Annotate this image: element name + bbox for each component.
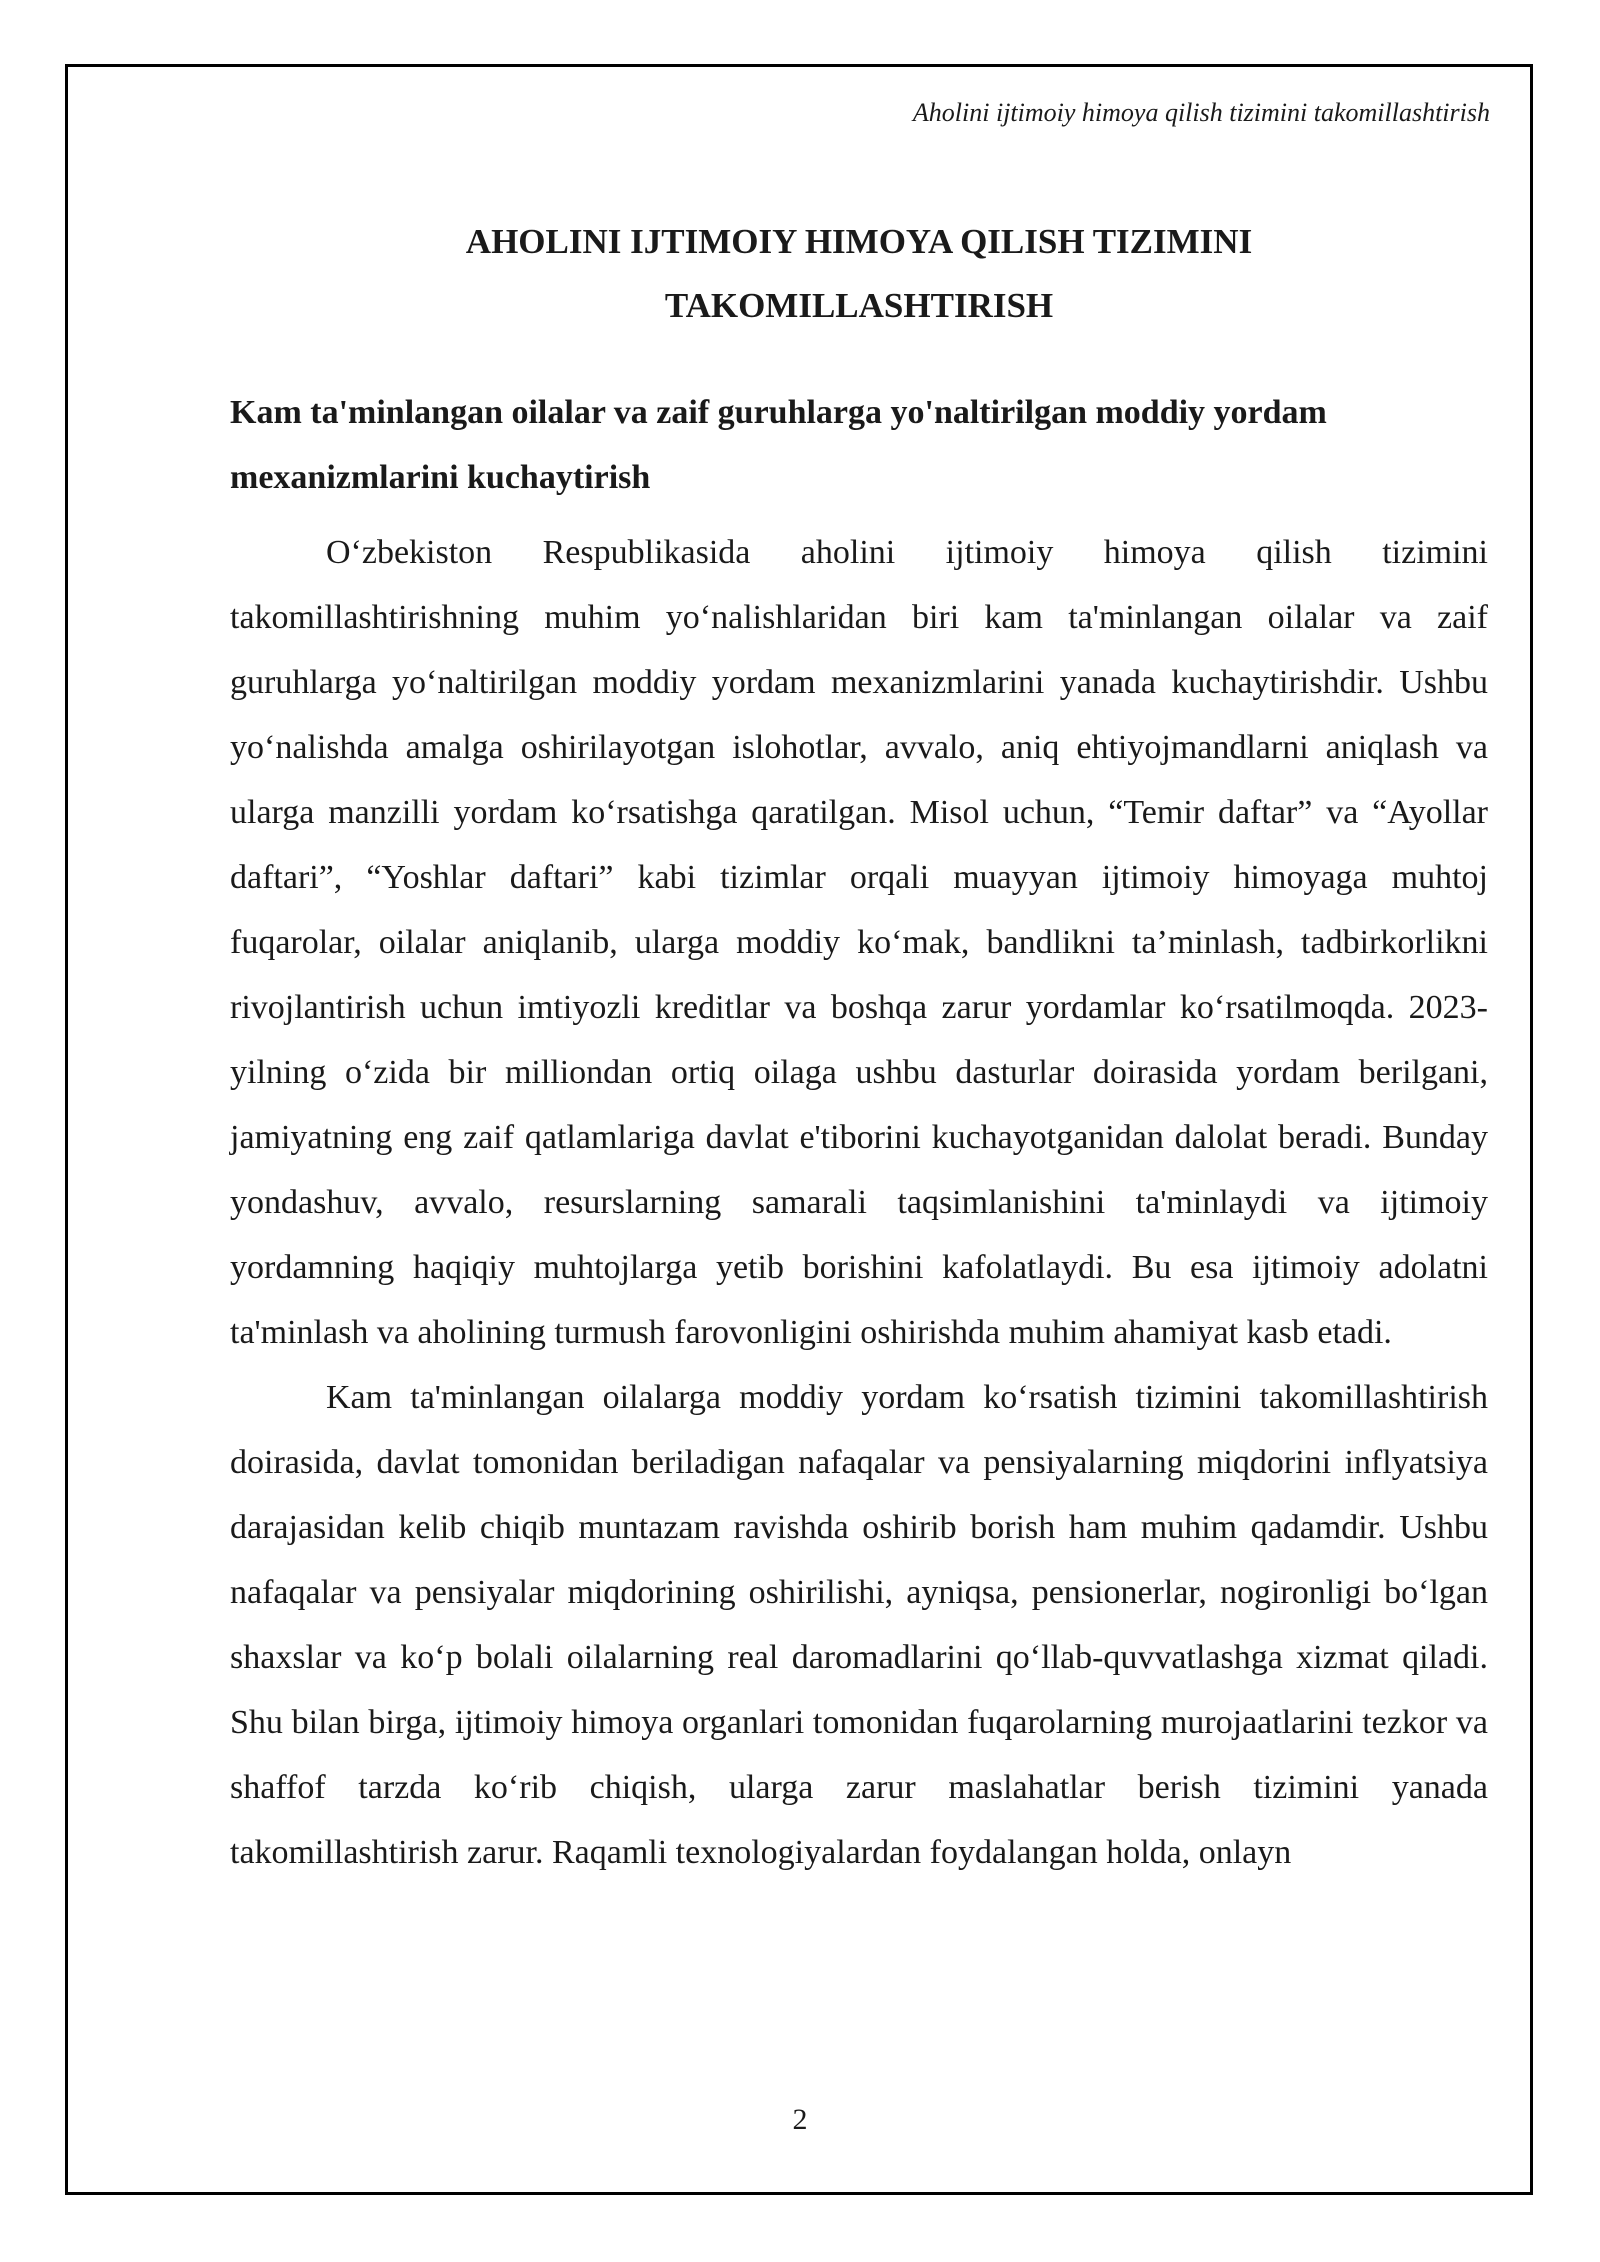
document-title bbox=[230, 210, 1488, 338]
document-body bbox=[230, 380, 1488, 1885]
running-header: Aholini ijtimoiy himoya qilish tizimini takomillashtirish bbox=[912, 98, 1490, 127]
title-line-1: AHOLINI IJTIMOIY HIMOYA QILISH TIZIMINI bbox=[465, 222, 1253, 261]
section-heading: Kam ta'minlangan oilalar va zaif guruhlarga yo'naltirilgan moddiy yordam mexanizmlarini kuchaytirish bbox=[230, 394, 1327, 496]
title-line-2: TAKOMILLASHTIRISH bbox=[664, 286, 1054, 325]
page-number: 2 bbox=[792, 2103, 808, 2136]
body-paragraph-2: Kam ta'minlangan oilalarga moddiy yordam ko‘rsatish tizimini takomillashtirish doirasida, davlat tomonidan beriladigan nafaqalar va pensiyalarning miqdorini inflyatsiya darajasidan kelib chiqib muntazam ravishda oshirib borish ham muhim qadamdir. Ushbu nafaqalar va pensiyalar miqdorining oshirilishi, ayniqsa, pensionerlar, nogironligi bo‘lgan shaxslar va ko‘p bolali oilalarning real daromadlarini qo‘llab-quvvatlashga xizmat qiladi. Shu bilan birga, ijtimoiy himoya organlari tomonidan fuqarolarning murojaatlarini tezkor va shaffof tarzda ko‘rib chiqish, ularga zarur maslahatlar berish tizimini yanada takomillashtirish zarur. Raqamli texnologiyalardan foydalangan holda, onlayn bbox=[230, 1379, 1488, 1871]
body-paragraph-1: O‘zbekiston Respublikasida aholini ijtimoiy himoya qilish tizimini takomillashtirishning muhim yo‘nalishlaridan biri kam ta'minlangan oilalar va zaif guruhlarga yo‘naltirilgan moddiy yordam mexanizmlarini yanada kuchaytirishdir. Ushbu yo‘nalishda amalga oshirilayotgan islohotlar, avvalo, aniq ehtiyojmandlarni aniqlash va ularga manzilli yordam ko‘rsatishga qaratilgan. Misol uchun, “Temir daftar” va “Ayollar daftari”, “Yoshlar daftari” kabi tizimlar orqali muayyan ijtimoiy himoyaga muhtoj fuqarolar, oilalar aniqlanib, ularga moddiy ko‘mak, bandlikni ta’minlash, tadbirkorlikni rivojlantirish uchun imtiyozli kreditlar va boshqa zarur yordamlar ko‘rsatilmoqda. 2023-yilning o‘zida bir milliondan ortiq oilaga ushbu dasturlar doirasida yordam berilgani, jamiyatning eng zaif qatlamlariga davlat e'tiborini kuchayotganidan dalolat beradi. Bunday yondashuv, avvalo, resurslarning samarali taqsimlanishini ta'minlaydi va ijtimoiy yordamning haqiqiy muhtojlarga yetib borishini kafolatlaydi. Bu esa ijtimoiy adolatni ta'minlash va aholining turmush farovonligini oshirishda muhim ahamiyat kasb etadi. bbox=[230, 534, 1488, 1351]
